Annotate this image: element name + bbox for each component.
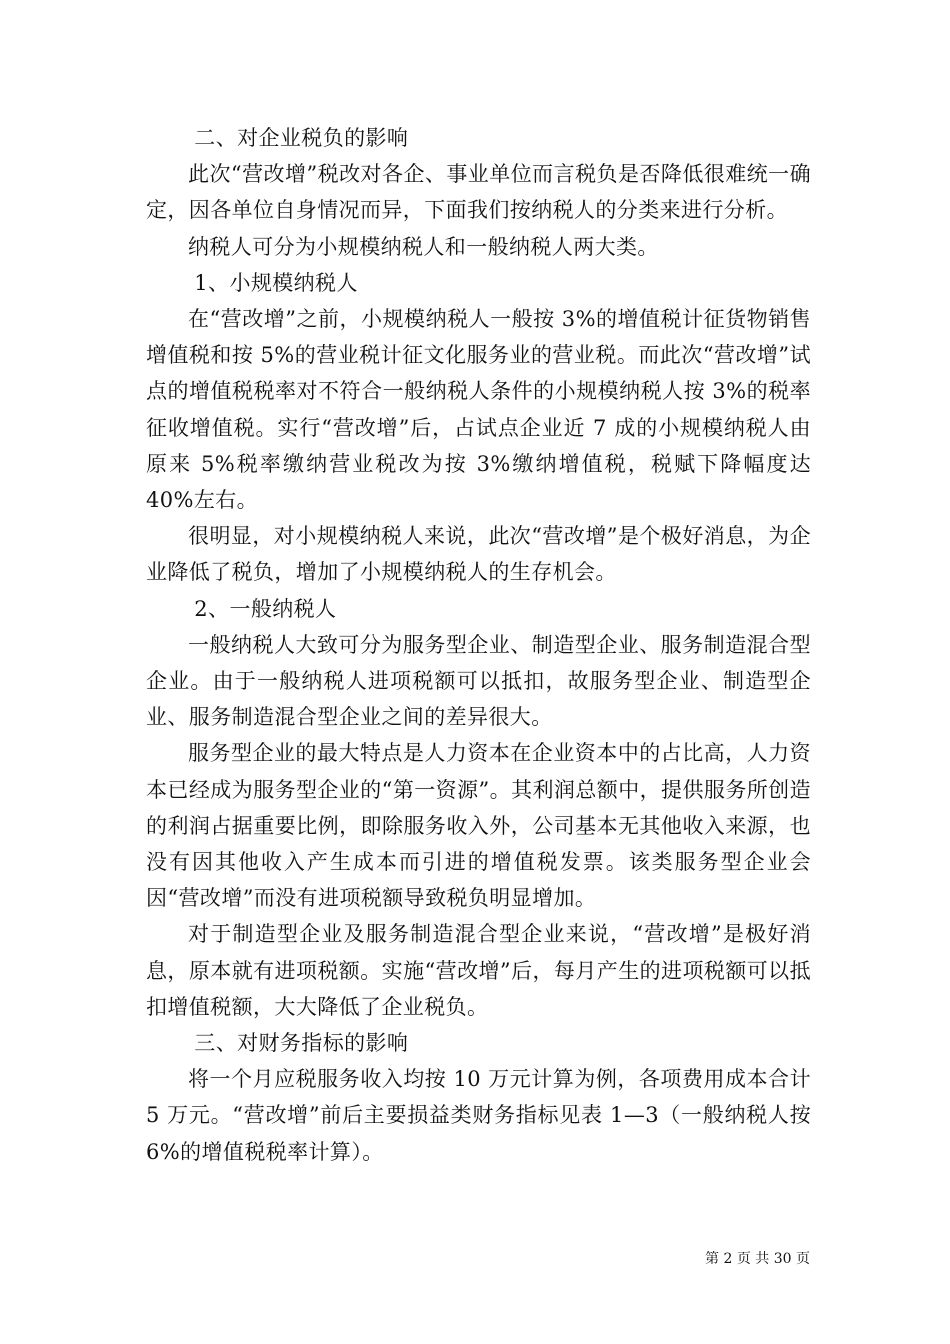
paragraph-service-enterprise: 服务型企业的最大特点是人力资本在企业资本中的占比高，人力资本已经成为服务型企业的“第一资源”。其利润总额中，提供服务所创造的利润占据重要比例，即除服务收入外，公司基本无其他收入来源，也没有因其他收入产生成本而引进的增值税发票。该类服务型企业会因“营改增”而没有进项税额导致税负明显增加。 [146, 741, 811, 911]
page-footer [705, 1248, 810, 1268]
document-body [146, 120, 811, 1170]
paragraph-small-scale-rates: 在“营改增”之前，小规模纳税人一般按 3%的增值税计征货物销售增值税和按 5%的营业税计征文化服务业的营业税。而此次“营改增”试点的增值税税率对不符合一般纳税人条件的小规模纳税人按 3%的税率征收增值税。实行“营改增”后，占试点企业近 7 成的小规模纳税人由原来 5%税率缴纳营业税改为按 3%缴纳增值税，税赋下降幅度达 40%左右。 [146, 307, 811, 513]
paragraph-intro-tax-reform: 此次“营改增”税改对各企、事业单位而言税负是否降低很难统一确定，因各单位自身情况而异，下面我们按纳税人的分类来进行分析。 [146, 162, 811, 223]
subheading-general-taxpayer: 2、一般纳税人 [194, 596, 337, 621]
paragraph-general-taxpayer-types: 一般纳税人大致可分为服务型企业、制造型企业、服务制造混合型企业。由于一般纳税人进项税额可以抵扣，故服务型企业、制造型企业、服务制造混合型企业之间的差异很大。 [146, 632, 811, 730]
page-number-label: 第 2 页 共 30 页 [705, 1251, 810, 1267]
subheading-small-scale-taxpayer: 1、小规模纳税人 [194, 270, 358, 295]
section-heading-tax-burden: 二、对企业税负的影响 [194, 126, 409, 150]
paragraph-manufacturing-enterprise: 对于制造型企业及服务制造混合型企业来说，“营改增”是极好消息，原本就有进项税额。实施“营改增”后，每月产生的进项税额可以抵扣增值税额，大大降低了企业税负。 [146, 922, 811, 1019]
paragraph-small-scale-conclusion: 很明显，对小规模纳税人来说，此次“营改增”是个极好消息，为企业降低了税负，增加了小规模纳税人的生存机会。 [146, 524, 811, 585]
paragraph-taxpayer-types: 纳税人可分为小规模纳税人和一般纳税人两大类。 [188, 234, 659, 259]
paragraph-financial-example: 将一个月应税服务收入均按 10 万元计算为例，各项费用成本合计 5 万元。“营改增”前后主要损益类财务指标见表 1—3（一般纳税人按 6%的增值税税率计算）。 [146, 1067, 811, 1164]
section-heading-financial-indicators: 三、对财务指标的影响 [194, 1031, 409, 1056]
